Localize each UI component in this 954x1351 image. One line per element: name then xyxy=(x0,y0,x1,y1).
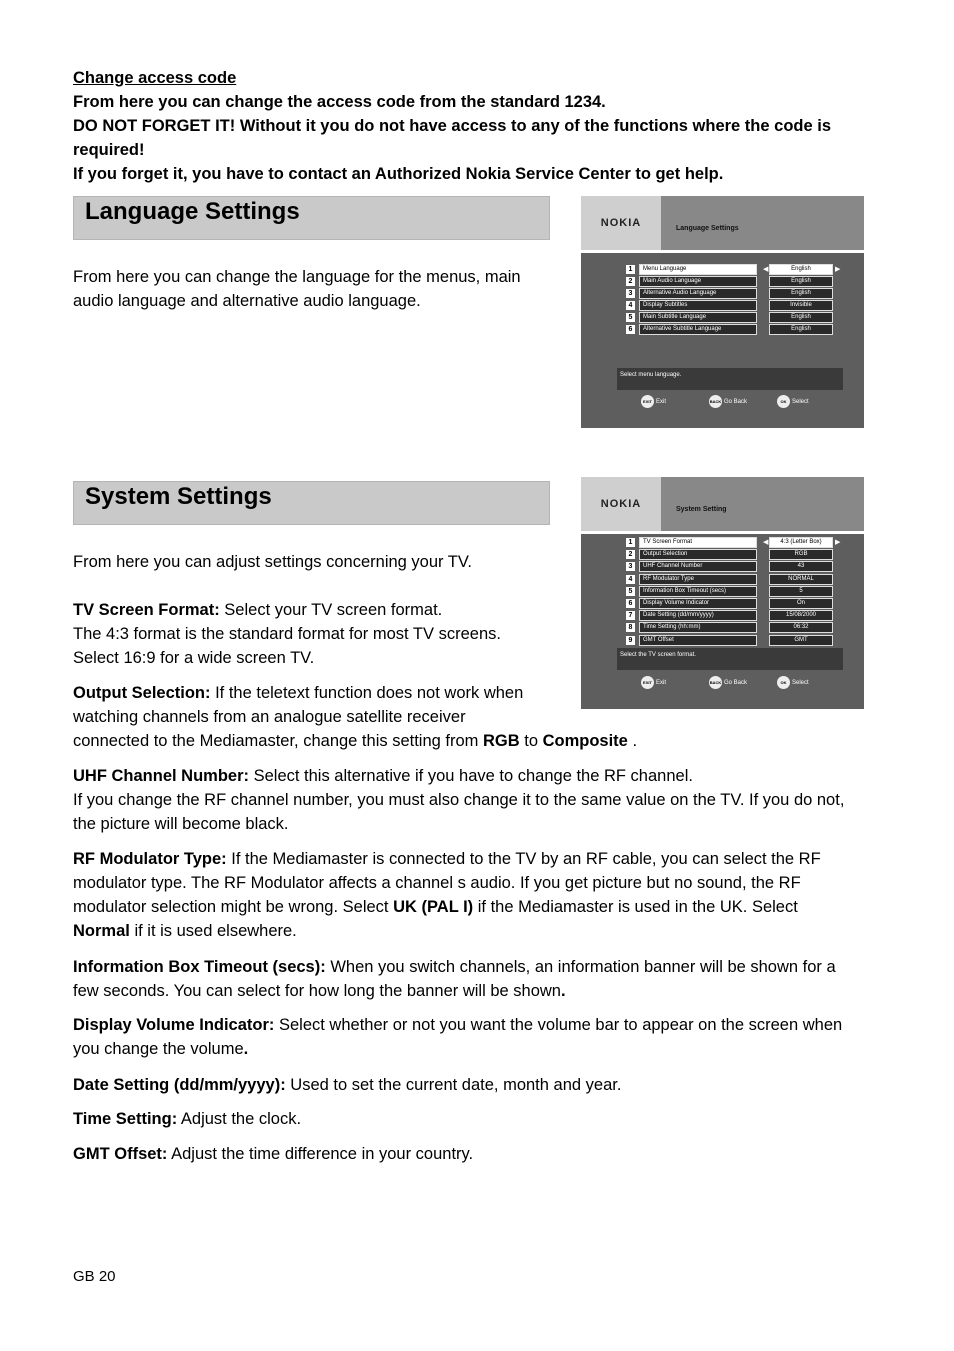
row-number: 6 xyxy=(626,325,635,334)
row-number: 7 xyxy=(626,611,635,620)
row-number: 5 xyxy=(626,587,635,596)
settings-row xyxy=(626,300,864,311)
rf-normal: Normal xyxy=(73,922,130,940)
time-setting-desc: Adjust the clock. xyxy=(177,1110,302,1128)
rf-uk-pal: UK (PAL I) xyxy=(393,898,474,916)
row-label: Menu Language xyxy=(639,264,757,275)
exit-button xyxy=(641,395,666,408)
language-settings-body: From here you can change the language for the menus, main audio language and alternative audio language. xyxy=(73,268,521,310)
screen-buttons xyxy=(581,395,864,411)
go-back-button xyxy=(709,395,747,408)
exit-label: Exit xyxy=(656,398,667,405)
arrow-right-icon: ▶ xyxy=(835,266,841,273)
system-settings-screenshot xyxy=(581,477,864,709)
row-value: English xyxy=(769,264,833,275)
settings-row xyxy=(626,276,864,287)
settings-row xyxy=(626,635,864,646)
volume-indicator-section xyxy=(73,1013,853,1061)
date-setting-desc: Used to set the current date, month and year. xyxy=(285,1076,622,1094)
row-number: 2 xyxy=(626,277,635,286)
access-code-line2: DO NOT FORGET IT! Without it you do not have access to any of the functions where the code is required! xyxy=(73,117,831,159)
access-code-line3: If you forget it, you have to contact an Authorized Nokia Service Center to get help. xyxy=(73,165,724,183)
row-value: RGB xyxy=(769,549,833,560)
row-value: Invisible xyxy=(769,300,833,311)
row-label: Alternative Audio Language xyxy=(639,288,757,299)
output-selection-desc3: connected to the Mediamaster, change this setting from xyxy=(73,732,483,750)
tv-screen-format-term: TV Screen Format: xyxy=(73,601,220,619)
access-code-heading: Change access code xyxy=(73,69,237,87)
row-number: 4 xyxy=(626,575,635,584)
select-label: Select xyxy=(792,679,809,686)
volume-indicator-desc: Select whether or not you want the volume bar to appear on the screen when you change the volume xyxy=(73,1016,843,1058)
time-setting-section xyxy=(73,1107,301,1131)
row-label: Display Subtitles xyxy=(639,300,757,311)
system-settings-intro: From here you can adjust settings concerning your TV. xyxy=(73,553,472,571)
date-setting-term: Date Setting (dd/mm/yyyy): xyxy=(73,1076,286,1094)
row-label: Main Audio Language xyxy=(639,276,757,287)
row-number: 8 xyxy=(626,623,635,632)
exit-icon: EXIT xyxy=(641,676,654,689)
row-label: UHF Channel Number xyxy=(639,561,757,572)
row-number: 4 xyxy=(626,301,635,310)
uhf-channel-desc: Select this alternative if you have to change the RF channel. xyxy=(249,767,693,785)
row-value: NORMAL xyxy=(769,574,833,585)
back-icon: BACK xyxy=(709,395,722,408)
row-value: 5 xyxy=(769,586,833,597)
settings-row xyxy=(626,622,864,633)
rf-modulator-end: if it is used elsewhere. xyxy=(129,922,297,940)
row-number: 9 xyxy=(626,636,635,645)
row-value: On xyxy=(769,598,833,609)
uhf-channel-term: UHF Channel Number: xyxy=(73,767,250,785)
gmt-offset-term: GMT Offset: xyxy=(73,1145,168,1163)
language-settings-bar xyxy=(73,196,550,240)
output-selection-desc2: watching channels from an analogue satellite receiver xyxy=(73,708,466,726)
screen-hint: Select menu language. xyxy=(617,368,843,390)
row-value: GMT xyxy=(769,635,833,646)
info-box-timeout-desc: When you switch channels, an information banner will be shown for a few seconds. You can select for how long the banner will be shown xyxy=(73,958,836,1000)
arrow-right-icon: ▶ xyxy=(835,539,841,546)
settings-row xyxy=(626,586,864,597)
gmt-offset-desc: Adjust the time difference in your country. xyxy=(167,1145,474,1163)
settings-row xyxy=(626,537,864,548)
uhf-channel-line2: If you change the RF channel number, you must also change it to the same value on the TV. If you do not, the picture will become black. xyxy=(73,791,845,833)
screen-title: System Setting xyxy=(676,506,727,513)
row-label: Alternative Subtitle Language xyxy=(639,324,757,335)
row-value: English xyxy=(769,288,833,299)
row-number: 2 xyxy=(626,550,635,559)
screen-hint: Select the TV screen format. xyxy=(617,648,843,670)
row-value: English xyxy=(769,276,833,287)
nokia-logo: NOKIA xyxy=(581,196,661,250)
output-rgb: RGB xyxy=(482,732,520,750)
language-settings-title: Language Settings xyxy=(85,198,300,225)
info-box-timeout-section xyxy=(73,955,853,1003)
volume-indicator-term: Display Volume Indicator: xyxy=(73,1016,275,1034)
access-code-line1: From here you can change the access code from the standard 1234. xyxy=(73,93,606,111)
row-label: GMT Offset xyxy=(639,635,757,646)
row-number: 3 xyxy=(626,562,635,571)
select-label: Select xyxy=(792,398,809,405)
info-box-timeout-term: Information Box Timeout (secs): xyxy=(73,958,326,976)
rf-modulator-term: RF Modulator Type: xyxy=(73,850,227,868)
divider xyxy=(581,250,864,253)
row-label: Information Box Timeout (secs) xyxy=(639,586,757,597)
system-settings-title: System Settings xyxy=(85,483,272,510)
row-label: Output Selection xyxy=(639,549,757,560)
settings-row xyxy=(626,288,864,299)
access-code-section xyxy=(73,66,873,186)
row-label: Time Setting (hh:mm) xyxy=(639,622,757,633)
arrow-left-icon: ◀ xyxy=(763,539,769,546)
go-back-label: Go Back xyxy=(724,398,748,405)
settings-row xyxy=(626,264,864,275)
time-setting-term: Time Setting: xyxy=(73,1110,178,1128)
ok-icon: OK xyxy=(777,395,790,408)
divider xyxy=(581,531,864,534)
row-number: 6 xyxy=(626,599,635,608)
row-number: 1 xyxy=(626,538,635,547)
output-composite: Composite xyxy=(542,732,628,750)
row-value: English xyxy=(769,324,833,335)
row-value: 43 xyxy=(769,561,833,572)
output-end: . xyxy=(627,732,638,750)
date-setting-section xyxy=(73,1073,621,1097)
select-button xyxy=(777,395,809,408)
settings-row xyxy=(626,324,864,335)
go-back-label: Go Back xyxy=(724,679,748,686)
volume-indicator-dot: . xyxy=(243,1040,249,1058)
output-selection-section xyxy=(73,681,873,753)
tv-screen-format-desc: Select your TV screen format. xyxy=(219,601,443,619)
screen-title: Language Settings xyxy=(676,225,739,232)
back-icon: BACK xyxy=(709,676,722,689)
row-value: 15/08/2000 xyxy=(769,610,833,621)
settings-row xyxy=(626,574,864,585)
exit-label: Exit xyxy=(656,679,667,686)
row-label: Main Subtitle Language xyxy=(639,312,757,323)
output-to-word: to xyxy=(519,732,543,750)
row-label: Display Volume Indicator xyxy=(639,598,757,609)
row-value: 4:3 (Letter Box) xyxy=(769,537,833,548)
row-label: RF Modulator Type xyxy=(639,574,757,585)
settings-row xyxy=(626,561,864,572)
tv-screen-format-line3: Select 16:9 for a wide screen TV. xyxy=(73,649,315,667)
uhf-channel-section xyxy=(73,764,853,836)
row-value: 06:32 xyxy=(769,622,833,633)
settings-row xyxy=(626,610,864,621)
exit-icon: EXIT xyxy=(641,395,654,408)
row-number: 3 xyxy=(626,289,635,298)
info-box-timeout-dot: . xyxy=(560,982,566,1000)
settings-row xyxy=(626,312,864,323)
row-value: English xyxy=(769,312,833,323)
gmt-offset-section xyxy=(73,1142,473,1166)
page-number: GB 20 xyxy=(73,1268,116,1285)
language-settings-screenshot xyxy=(581,196,864,428)
ok-icon: OK xyxy=(777,676,790,689)
row-label: Date Setting (dd/mm/yyyy) xyxy=(639,610,757,621)
rf-modulator-section xyxy=(73,847,853,943)
rf-modulator-mid: if the Mediamaster is used in the UK. Select xyxy=(473,898,798,916)
row-number: 1 xyxy=(626,265,635,274)
tv-screen-format-line2: The 4:3 format is the standard format for most TV screens. xyxy=(73,625,501,643)
output-selection-desc1: If the teletext function does not work when xyxy=(210,684,524,702)
system-settings-bar xyxy=(73,481,550,525)
rf-modulator-desc: If the Mediamaster is connected to the TV by an RF cable, you can select the RF modulator type. The RF Modulator affects a channel s audio. If you get picture but no sound, the RF modulator selection might be wrong. Select xyxy=(73,850,821,916)
output-selection-term: Output Selection: xyxy=(73,684,211,702)
row-number: 5 xyxy=(626,313,635,322)
nokia-logo: NOKIA xyxy=(581,477,661,531)
arrow-left-icon: ◀ xyxy=(763,266,769,273)
row-label: TV Screen Format xyxy=(639,537,757,548)
settings-row xyxy=(626,598,864,609)
tv-screen-format-section xyxy=(73,598,563,670)
settings-row xyxy=(626,549,864,560)
